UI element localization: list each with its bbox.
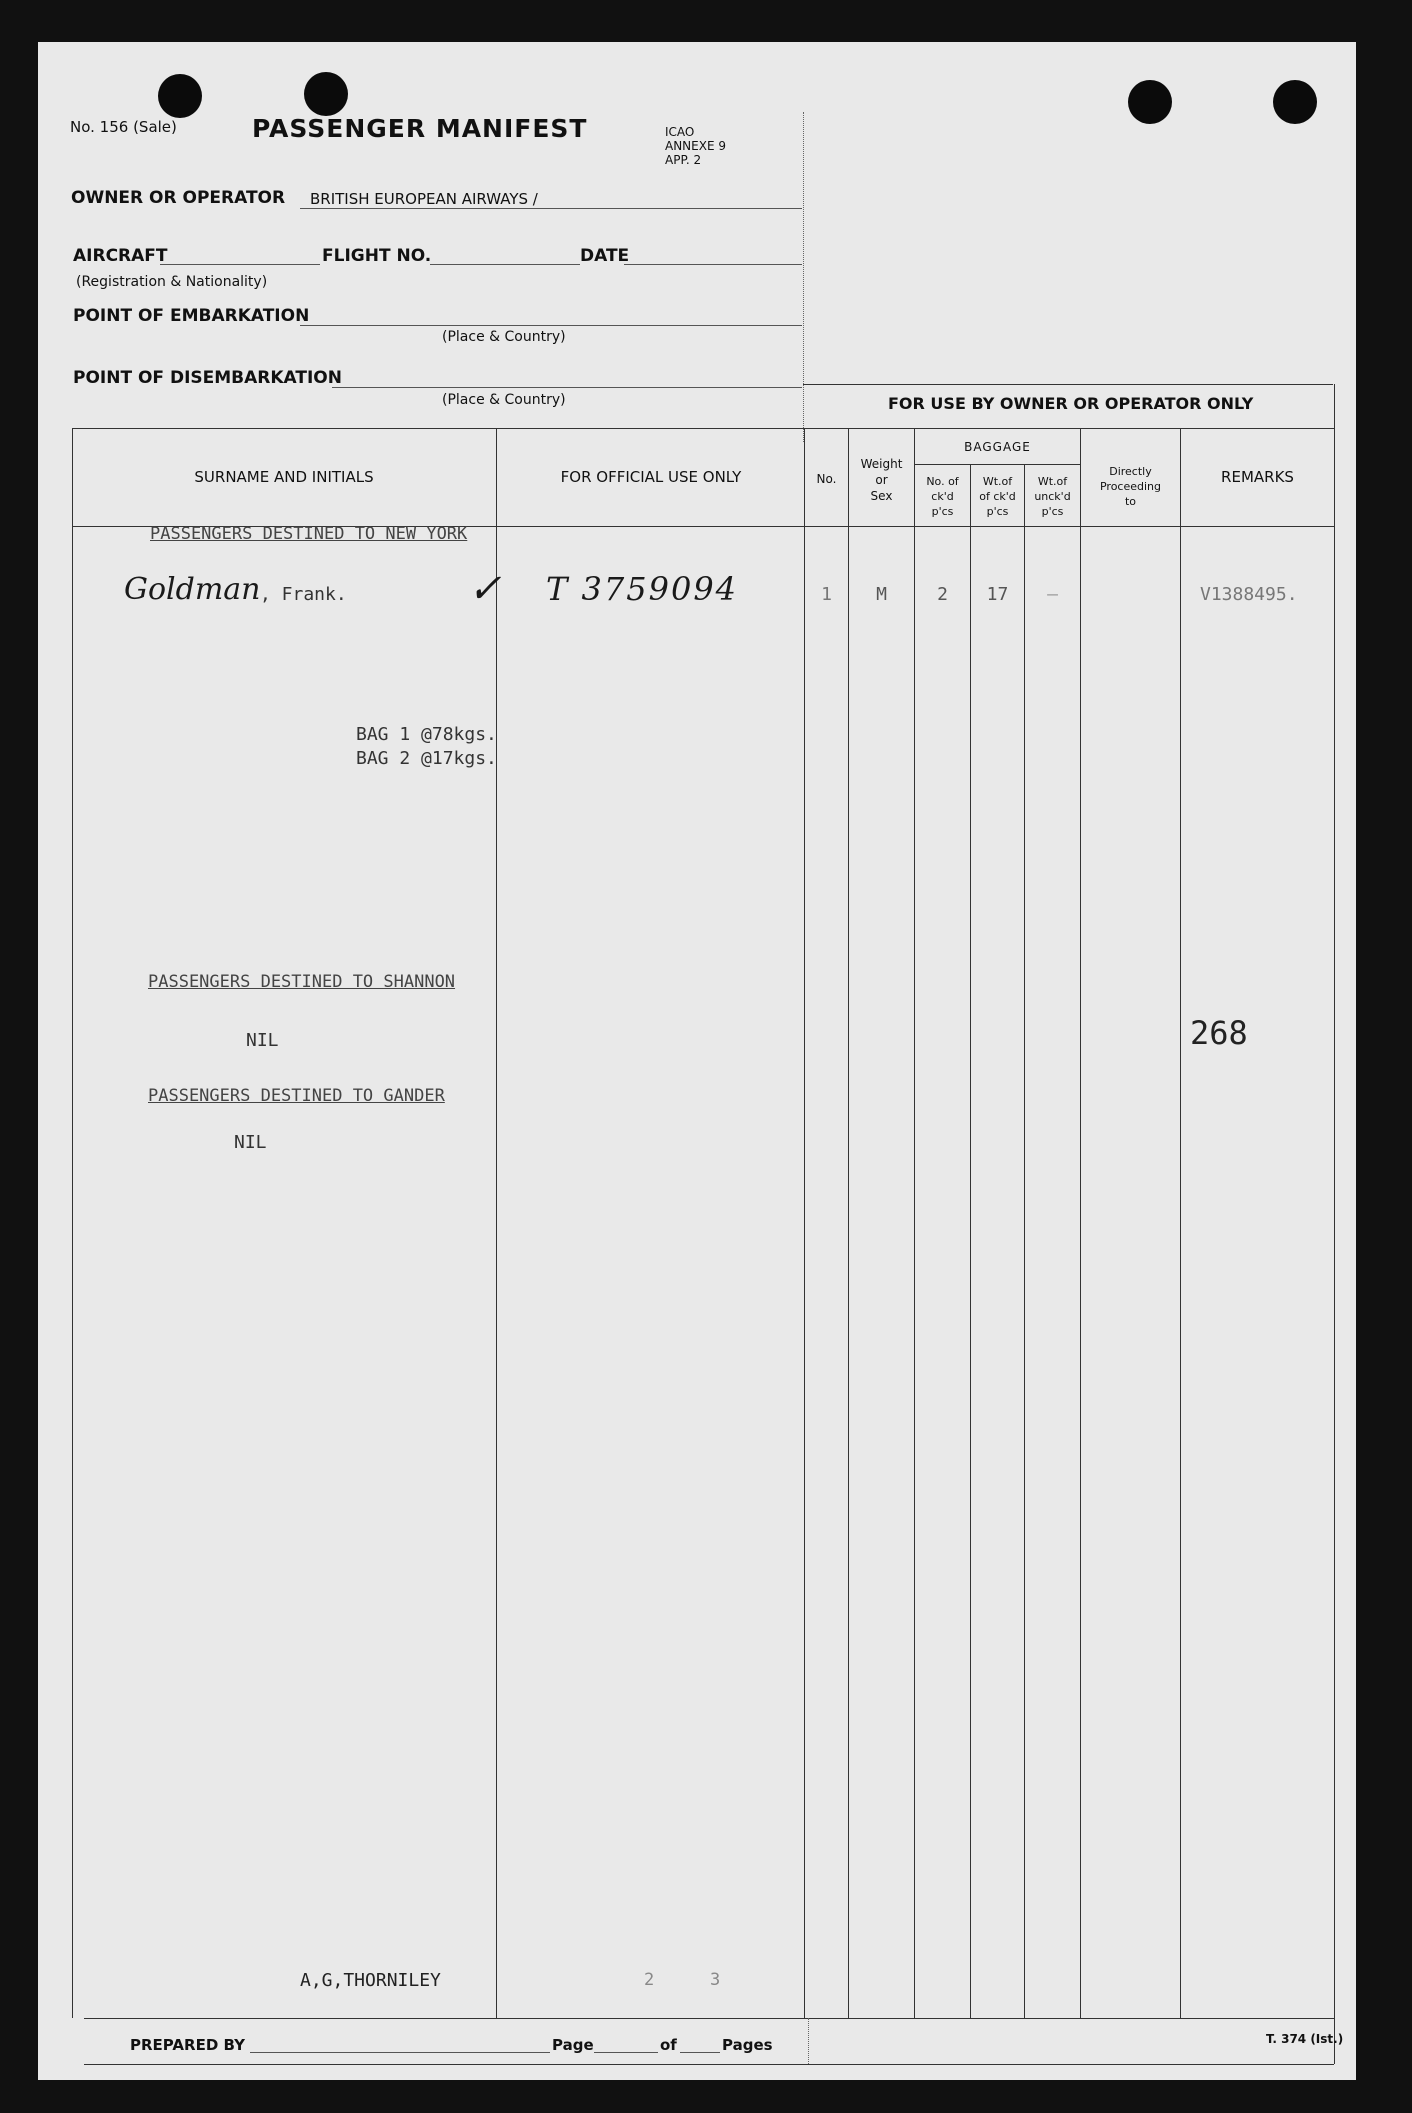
- date-label: DATE: [580, 246, 630, 266]
- col-wt-unckd-line: unck'd: [1034, 490, 1071, 503]
- icao-line: ANNEXE 9: [665, 139, 726, 153]
- icao-line: ICAO: [665, 125, 695, 139]
- disembarkation-line: [332, 387, 802, 388]
- owner-label: OWNER OR OPERATOR: [71, 188, 286, 208]
- col-wt-unckd-line: p'cs: [1041, 505, 1064, 518]
- col-wt-ckd-line: Wt.of: [982, 475, 1013, 488]
- stamp-number: 268: [1190, 1014, 1248, 1052]
- bag-line: BAG 1 @78kgs.: [356, 724, 497, 745]
- col-wt-unckd-line: Wt.of: [1037, 475, 1068, 488]
- aircraft-line: [160, 264, 320, 265]
- unchecked-weight: –: [1047, 584, 1058, 605]
- of-line: [680, 2052, 720, 2053]
- col-ckd-line: ck'd: [931, 490, 954, 503]
- col-wt-ckd-line: p'cs: [986, 505, 1009, 518]
- owner-line: [300, 208, 802, 209]
- icao-reference: [665, 125, 726, 167]
- col-wt-unckd: [1025, 474, 1080, 519]
- pages-label: Pages: [722, 2036, 773, 2054]
- table-right-border: [1334, 384, 1335, 2064]
- col-weight-line: Sex: [870, 489, 893, 503]
- passenger-sex: M: [876, 584, 887, 605]
- col-surname: SURNAME AND INITIALS: [194, 468, 374, 486]
- baggage-rule: [914, 464, 1080, 465]
- place-country-label: (Place & Country): [442, 329, 566, 345]
- remarks-value: V1388495.: [1200, 584, 1298, 605]
- col-weight-line: or: [875, 473, 888, 487]
- owner-only-rule: [803, 384, 1333, 385]
- col-weight-line: Weight: [860, 457, 903, 471]
- official-number: T 3759094: [546, 570, 739, 608]
- prepared-by-line: [250, 2052, 550, 2053]
- section-new-york: PASSENGERS DESTINED TO NEW YORK: [150, 524, 468, 544]
- col-ckd-line: p'cs: [931, 505, 954, 518]
- section-gander: PASSENGERS DESTINED TO GANDER: [148, 1086, 445, 1106]
- prepared-by-name: A,G,THORNILEY: [300, 1970, 441, 1991]
- icao-line: APP. 2: [665, 153, 702, 167]
- table-left-border: [72, 428, 73, 2018]
- column-divider-surname: [496, 428, 497, 2018]
- col-weight-sex: [849, 456, 914, 504]
- check-mark: ✓: [468, 566, 502, 612]
- table-bottom-rule: [84, 2018, 1334, 2019]
- column-divider-wt-unckd: [1080, 428, 1081, 2018]
- column-divider-pieces: [970, 464, 971, 2018]
- flight-label: FLIGHT NO.: [322, 246, 432, 266]
- form-number: No. 156 (Sale): [70, 118, 177, 136]
- registration-label: (Registration & Nationality): [76, 274, 268, 290]
- col-official: FOR OFFICIAL USE ONLY: [560, 468, 742, 486]
- col-no: No.: [816, 472, 837, 486]
- col-remarks: REMARKS: [1221, 468, 1294, 486]
- col-ckd-pieces: [915, 474, 970, 519]
- checked-weight: 17: [986, 584, 1009, 605]
- nil-shannon: NIL: [246, 1030, 279, 1051]
- col-baggage: BAGGAGE: [964, 440, 1031, 454]
- page-number: 2: [644, 1970, 655, 1990]
- column-divider-no: [848, 428, 849, 2018]
- place-country-label: (Place & Country): [442, 392, 566, 408]
- nil-gander: NIL: [234, 1132, 267, 1153]
- col-wt-ckd: [971, 474, 1024, 519]
- disembarkation-label: POINT OF DISEMBARKATION: [73, 368, 342, 388]
- of-label: of: [660, 2036, 677, 2054]
- col-ckd-line: No. of: [926, 475, 959, 488]
- punch-hole: [1128, 80, 1172, 124]
- footer-divider: [808, 2018, 809, 2064]
- section-shannon: PASSENGERS DESTINED TO SHANNON: [148, 972, 456, 992]
- manifest-sheet: [38, 42, 1356, 2080]
- punch-hole: [1273, 80, 1317, 124]
- table-top-rule: [72, 428, 1334, 429]
- page-line: [594, 2052, 658, 2053]
- column-divider-directly: [1180, 428, 1181, 2018]
- flight-line: [430, 264, 580, 265]
- passenger-initials: , Frank.: [260, 584, 347, 605]
- owner-value: BRITISH EUROPEAN AIRWAYS /: [310, 190, 538, 208]
- footer-bottom-rule: [84, 2064, 1334, 2065]
- embarkation-line: [300, 325, 802, 326]
- punch-hole: [158, 74, 202, 118]
- column-divider-official: [804, 428, 805, 2018]
- punch-hole: [304, 72, 348, 116]
- column-divider-weight: [914, 428, 915, 2018]
- prepared-by-label: PREPARED BY: [130, 2036, 245, 2054]
- col-directly-line: Directly: [1109, 465, 1152, 478]
- col-wt-ckd-line: of ck'd: [979, 490, 1016, 503]
- checked-pieces: 2: [937, 584, 948, 605]
- form-code: T. 374 (Ist.): [1266, 2032, 1344, 2046]
- col-directly-line: to: [1124, 495, 1137, 508]
- owner-only-label: FOR USE BY OWNER OR OPERATOR ONLY: [888, 394, 1254, 413]
- passenger-surname-handwritten: Goldman: [124, 572, 261, 607]
- column-divider-wt-ckd: [1024, 464, 1025, 2018]
- header-divider: [803, 112, 804, 442]
- col-directly: [1081, 464, 1180, 509]
- date-line: [624, 264, 802, 265]
- page-label: Page: [552, 2036, 594, 2054]
- page-total: 3: [710, 1970, 721, 1990]
- bag-line: BAG 2 @17kgs.: [356, 748, 497, 769]
- aircraft-label: AIRCRAFT: [73, 246, 168, 266]
- embarkation-label: POINT OF EMBARKATION: [73, 306, 310, 326]
- col-directly-line: Proceeding: [1099, 480, 1162, 493]
- passenger-no: 1: [821, 584, 832, 605]
- form-title: PASSENGER MANIFEST: [252, 114, 588, 143]
